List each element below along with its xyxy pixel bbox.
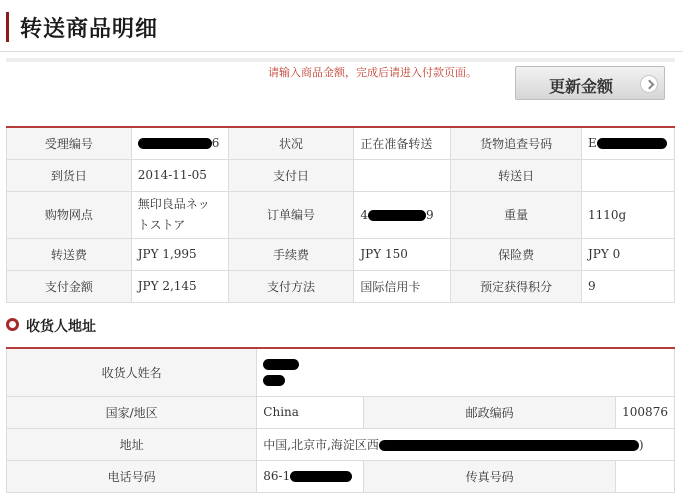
fax-label: 传真号码 — [364, 460, 616, 492]
payment-amount-value: JPY 2,145 — [131, 270, 228, 302]
table-row — [7, 270, 675, 302]
status-value: 正在准备转送 — [354, 127, 451, 159]
redacted-block — [368, 210, 426, 221]
order-no-value — [354, 191, 451, 238]
table-row — [7, 127, 675, 159]
page-title: 转送商品明细 — [20, 16, 159, 42]
status-label: 状况 — [228, 127, 354, 159]
divider — [6, 58, 675, 62]
shipping-date-value — [581, 159, 674, 191]
fax-value — [616, 460, 675, 492]
shop-label: 购物网点 — [7, 191, 132, 238]
table-row — [7, 159, 675, 191]
country-value: China — [257, 396, 364, 428]
shipment-details-table — [6, 126, 675, 303]
order-no-text: 4 — [360, 207, 369, 222]
points-label: 预定获得积分 — [451, 270, 582, 302]
tracking-no-text: E — [587, 136, 597, 151]
address-suffix: ) — [638, 437, 644, 452]
postal-code-label: 邮政编码 — [364, 396, 616, 428]
acceptance-no-label: 受理编号 — [7, 127, 132, 159]
insurance-label: 保险费 — [451, 238, 582, 270]
chevron-right-icon — [640, 75, 658, 93]
tracking-no-label: 货物追查号码 — [451, 127, 582, 159]
table-row — [7, 191, 675, 238]
redacted-block — [379, 440, 639, 451]
order-no-suffix: 9 — [426, 207, 434, 222]
title-accent-bar — [6, 12, 9, 42]
table-row — [7, 348, 675, 396]
recipient-name-value — [257, 348, 675, 396]
address-value — [257, 428, 675, 460]
acceptance-no-value — [131, 127, 228, 159]
address-text: 中国,北京市,海淀区西 — [263, 437, 379, 452]
arrival-date-label: 到货日 — [7, 159, 132, 191]
order-no-label: 订单编号 — [228, 191, 354, 238]
arrival-date-value: 2014-11-05 — [131, 159, 228, 191]
redacted-block — [597, 138, 667, 149]
redacted-block — [290, 471, 352, 482]
handling-fee-label: 手续费 — [228, 238, 354, 270]
payment-method-label: 支付方法 — [228, 270, 354, 302]
recipient-section-title: 收货人地址 — [26, 319, 96, 335]
points-value: 9 — [581, 270, 674, 302]
phone-value — [257, 460, 364, 492]
address-label: 地址 — [7, 428, 257, 460]
table-row — [7, 396, 675, 428]
phone-text: 86-1 — [263, 469, 291, 483]
notice-text: 请输入商品金额，完成后请进入付款页面。 — [268, 66, 477, 79]
country-label: 国家/地区 — [7, 396, 257, 428]
table-row — [7, 428, 675, 460]
shipping-fee-label: 转送费 — [7, 238, 132, 270]
payment-date-label: 支付日 — [228, 159, 354, 191]
handling-fee-value: JPY 150 — [354, 238, 451, 270]
update-amount-button[interactable] — [515, 66, 665, 100]
redacted-block — [263, 375, 285, 386]
tracking-no-value[interactable] — [581, 127, 674, 159]
table-row — [7, 460, 675, 492]
section-bullet-icon — [6, 318, 19, 331]
acceptance-no-text: 6 — [211, 136, 220, 151]
title-bar — [0, 0, 683, 52]
shipping-fee-value: JPY 1,995 — [131, 238, 228, 270]
table-row — [7, 238, 675, 270]
update-amount-label: 更新金额 — [549, 77, 614, 96]
insurance-value: JPY 0 — [581, 238, 674, 270]
payment-date-value — [354, 159, 451, 191]
redacted-block — [263, 359, 299, 370]
recipient-address-table — [6, 347, 675, 493]
weight-label: 重量 — [451, 191, 582, 238]
payment-method-value: 国际信用卡 — [354, 270, 451, 302]
recipient-name-label: 收货人姓名 — [7, 348, 257, 396]
phone-label: 电话号码 — [7, 460, 257, 492]
weight-value: 1110g — [581, 191, 674, 238]
postal-code-value: 100876 — [616, 396, 675, 428]
shop-value: 無印良品ネットストア — [131, 191, 228, 238]
redacted-block — [138, 138, 212, 149]
payment-amount-label: 支付金额 — [7, 270, 132, 302]
shipping-date-label: 转送日 — [451, 159, 582, 191]
